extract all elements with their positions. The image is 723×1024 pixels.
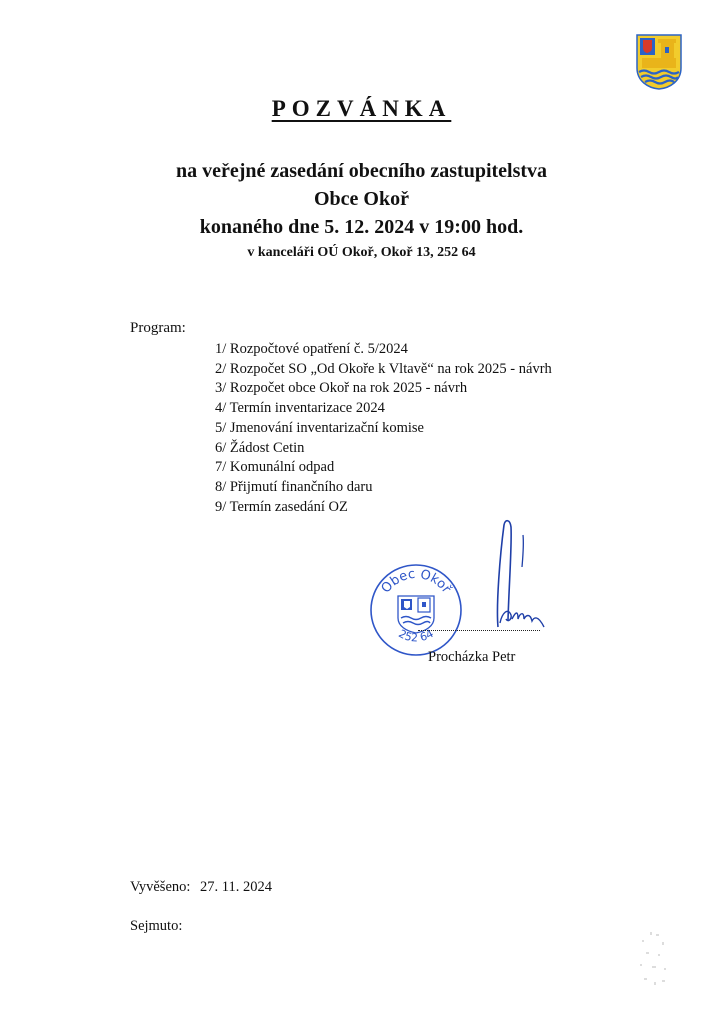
posted-date: 27. 11. 2024: [200, 879, 273, 895]
meeting-date: konaného dne 5. 12. 2024 v 19:00 hod.: [199, 216, 524, 238]
program-item: 6/ Žádost Cetin: [215, 439, 305, 456]
posted-label: Vyvěšeno:: [130, 879, 191, 895]
program-item: 3/ Rozpočet obce Okoř na rok 2025 - návrh: [215, 380, 468, 397]
program-item: 5/ Jmenování inventarizační komise: [215, 419, 424, 436]
program-item: 4/ Termín inventarizace 2024: [215, 400, 385, 417]
program-item: 1/ Rozpočtové opatření č. 5/2024: [215, 341, 408, 357]
program-item: 7/ Komunální odpad: [215, 459, 335, 476]
meeting-location: v kanceláři OÚ Okoř, Okoř 13, 252 64: [247, 245, 476, 260]
program-item: 8/ Přijmutí finančního daru: [215, 478, 373, 495]
posted-date-row: [130, 879, 272, 896]
stamp-text-top: Obec Okoř: [378, 566, 454, 597]
meeting-description: na veřejné zasedání obecního zastupitelstva: [175, 160, 548, 182]
handwritten-signature-icon: [478, 515, 548, 640]
removed-label: Sejmuto:: [130, 918, 183, 934]
municipal-crest-icon: [636, 34, 682, 90]
program-item: 9/ Termín zasedání OZ: [215, 498, 348, 515]
program-item: 2/ Rozpočet SO „Od Okoře k Vltavě“ na rok 2025 - návrh: [215, 360, 552, 377]
program-list: [215, 340, 552, 517]
signature-line: [418, 630, 540, 631]
municipality-name: Obce Okoř: [314, 188, 409, 210]
document-title: POZVÁNKA: [271, 96, 452, 121]
program-label: Program:: [130, 320, 186, 336]
signer-name: Procházka Petr: [428, 649, 516, 665]
stamp-text-bottom: 252 64: [396, 627, 436, 645]
official-stamp-icon: [368, 562, 464, 658]
faint-crest-watermark-icon: [632, 930, 676, 990]
